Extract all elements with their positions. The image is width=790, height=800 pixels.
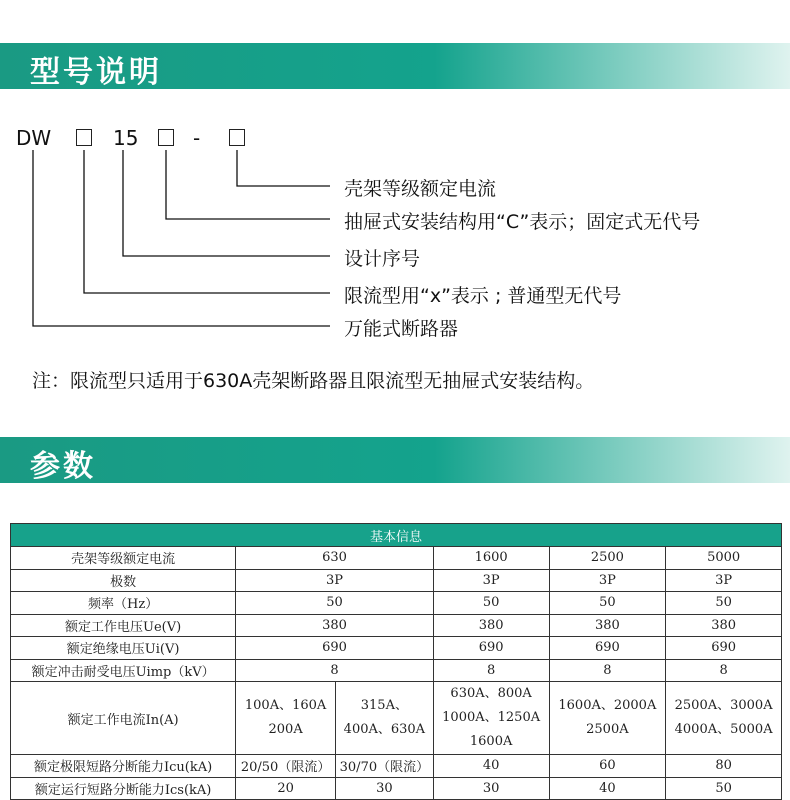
table-row — [11, 592, 782, 615]
cell: 50 — [433, 592, 549, 615]
cell: 380 — [549, 614, 666, 637]
row-label: 极数 — [11, 569, 236, 592]
cell: 2500 — [549, 547, 666, 570]
cell-current-5 — [666, 682, 782, 755]
cell: 80 — [666, 755, 782, 778]
table-row — [11, 547, 782, 570]
row-label: 频率（Hz） — [11, 592, 236, 615]
row-label: 额定冲击耐受电压Uimp（kV） — [11, 659, 236, 682]
cell: 8 — [666, 659, 782, 682]
table-row-ics — [11, 777, 782, 800]
cell: 20/50（限流） — [236, 755, 336, 778]
cell: 630 — [236, 547, 434, 570]
table-row-icu — [11, 755, 782, 778]
cell: 30 — [433, 777, 549, 800]
cell-current-3 — [433, 682, 549, 755]
connector-frame-current — [237, 150, 330, 186]
table-row — [11, 659, 782, 682]
row-label: 额定绝缘电压Ui(V) — [11, 637, 236, 660]
cell-line: 2500A — [586, 722, 629, 737]
cell: 690 — [433, 637, 549, 660]
cell-line: 1600A、2000A — [558, 698, 657, 713]
cell: 690 — [666, 637, 782, 660]
cell: 5000 — [666, 547, 782, 570]
connector-drawer — [166, 150, 330, 219]
cell: 1600 — [433, 547, 549, 570]
callout-breaker-type: 万能式断路器 — [344, 318, 459, 340]
cell: 3P — [666, 569, 782, 592]
cell-line: 630A、800A — [450, 686, 532, 701]
cell: 8 — [433, 659, 549, 682]
cell: 30/70（限流） — [335, 755, 433, 778]
cell-line: 4000A、5000A — [674, 722, 773, 737]
cell: 690 — [549, 637, 666, 660]
cell-line: 2500A、3000A — [674, 698, 773, 713]
cell-line: 400A、630A — [343, 722, 426, 737]
row-label: 壳架等级额定电流 — [11, 547, 236, 570]
section-title-model: 型号说明 — [30, 55, 162, 90]
cell: 40 — [549, 777, 666, 800]
callout-current-limit: 限流型用“x”表示 ; 普通型无代号 — [344, 285, 622, 307]
callout-frame-current: 壳架等级额定电流 — [344, 178, 497, 200]
cell: 40 — [433, 755, 549, 778]
note-text: 注：限流型只适用于630A壳架断路器且限流型无抽屉式安装结构。 — [32, 370, 595, 392]
cell-current-1 — [236, 682, 336, 755]
cell: 20 — [236, 777, 336, 800]
cell-line: 315A、 — [360, 698, 408, 713]
cell: 8 — [236, 659, 434, 682]
cell: 3P — [549, 569, 666, 592]
cell: 50 — [666, 592, 782, 615]
cell: 50 — [666, 777, 782, 800]
callout-drawer: 抽屉式安装结构用“C”表示；固定式无代号 — [344, 211, 701, 233]
cell: 690 — [236, 637, 434, 660]
cell-line: 1600A — [469, 734, 513, 749]
model-dash: - — [193, 126, 201, 150]
connector-current-limit — [84, 150, 330, 293]
cell: 50 — [549, 592, 666, 615]
row-label: 额定极限短路分断能力Icu(kA) — [11, 755, 236, 778]
cell: 380 — [433, 614, 549, 637]
cell: 3P — [236, 569, 434, 592]
callout-design-number: 设计序号 — [344, 248, 421, 270]
row-label: 额定工作电流In(A) — [11, 682, 236, 755]
table-header-row — [11, 524, 782, 547]
cell: 380 — [236, 614, 434, 637]
cell-current-4 — [549, 682, 666, 755]
model-design-number: 15 — [113, 126, 139, 150]
connector-design-number — [123, 150, 330, 256]
cell: 3P — [433, 569, 549, 592]
cell-current-2 — [335, 682, 433, 755]
parameter-table — [10, 523, 782, 800]
model-prefix: DW — [16, 126, 52, 150]
cell: 50 — [236, 592, 434, 615]
section-title-params: 参数 — [30, 449, 96, 484]
cell: 60 — [549, 755, 666, 778]
table-header: 基本信息 — [11, 524, 782, 547]
table-row — [11, 569, 782, 592]
cell-line: 100A、160A — [244, 698, 327, 713]
cell-line: 1000A、1250A — [442, 710, 541, 725]
cell-line: 200A — [268, 722, 303, 737]
cell: 8 — [549, 659, 666, 682]
row-label: 额定运行短路分断能力Ics(kA) — [11, 777, 236, 800]
table-row — [11, 637, 782, 660]
table-row-current — [11, 682, 782, 755]
row-label: 额定工作电压Ue(V) — [11, 614, 236, 637]
section-banner-params — [0, 437, 790, 483]
table-row — [11, 614, 782, 637]
cell: 380 — [666, 614, 782, 637]
connector-breaker-type — [33, 150, 330, 326]
cell: 30 — [335, 777, 433, 800]
